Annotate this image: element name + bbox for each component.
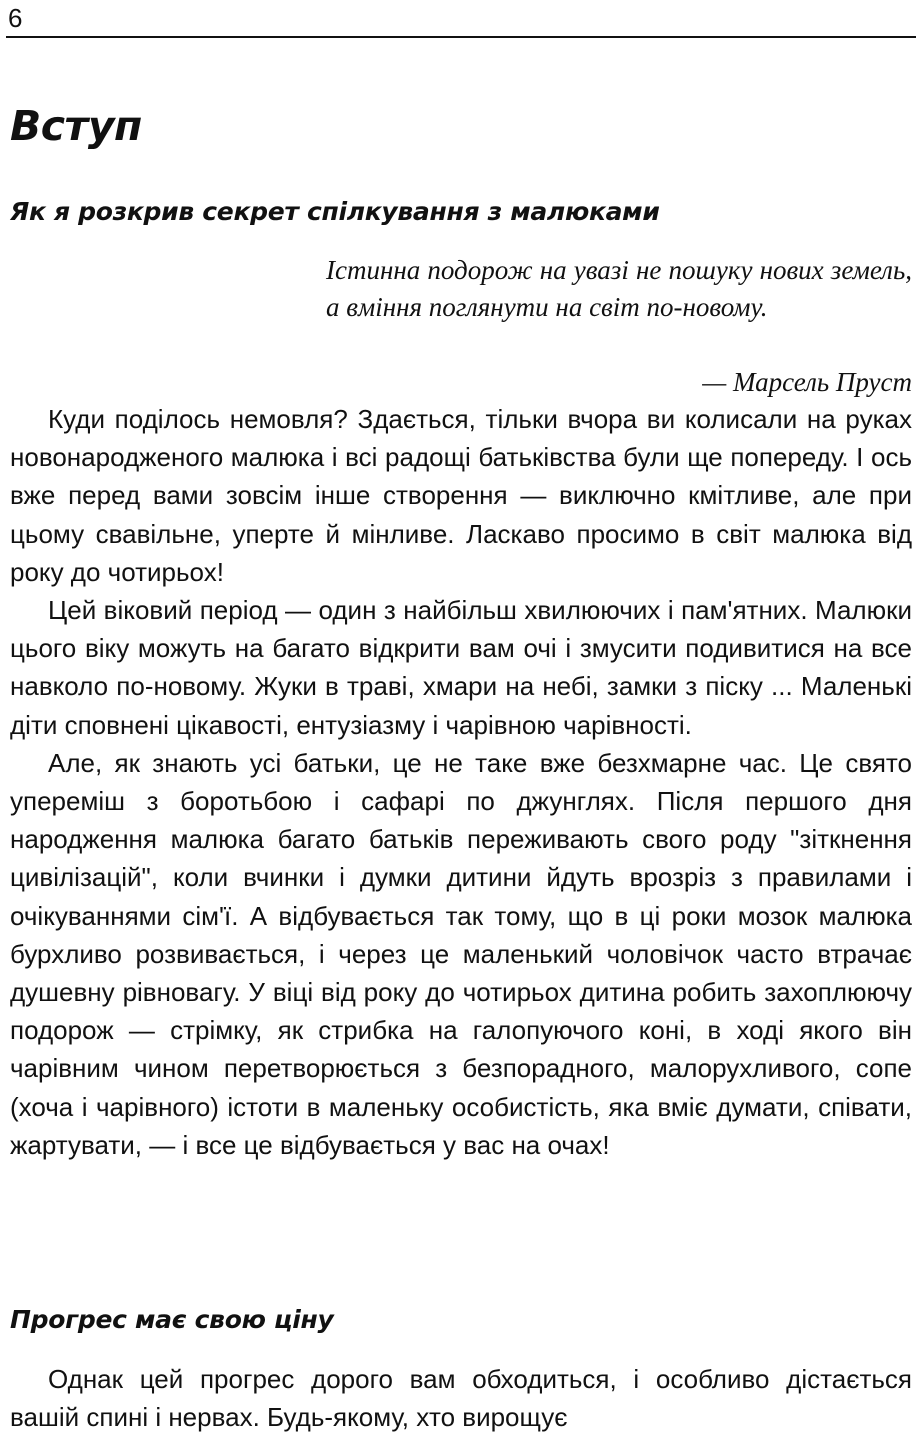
paragraph: Однак цей прогрес дорого вам обходиться, і особливо дістається вашій спині і нервах. Будь-якому, хто вирощує: [10, 1364, 912, 1432]
chapter-title: Вступ: [10, 102, 142, 150]
section-title-1: Як я розкрив секрет спілкування з малюками: [10, 197, 660, 226]
epigraph-quote: Істинна подорож на увазі не пошуку нових земель, а вміння поглянути на світ по-новому.: [326, 255, 912, 322]
section-2-body: [10, 1360, 912, 1432]
header-rule: [6, 36, 916, 38]
page-number: 6: [8, 3, 23, 33]
paragraph: Але, як знають усі батьки, це не таке вже безхмарне час. Це свято упереміш з боротьбою і сафарі по джунглях. Після першого дня народження малюка багато батьків переживають свого роду "зіткнення цивілізацій", коли вчинки і думки дитини йдуть врозріз з правилами і очікуваннями сім'ї. А відбувається так тому, що в ці роки мозок малюка бурхливо розвивається, і через це маленький чоловічок часто втрачає душевну рівновагу. У віці від року до чотирьох дитина робить захоплюючу подорож — стрімку, як стрибка на галопуючого коні, в ході якого він чарівним чином перетворюється з безпорадного, малорухливого, сопе (хоча і чарівного) істоти в маленьку особистість, яка вміє думати, співати, жартувати, — і все це відбувається у вас на очах!: [10, 747, 912, 1160]
section-title-2: Прогрес має свою ціну: [10, 1305, 334, 1334]
paragraph: Цей віковий період — один з найбільш хвилюючих і пам'ятних. Малюки цього віку можуть на багато відкрити вам очі і змусити подивитися на все навколо по-новому. Жуки в траві, хмари на небі, замки з піску ... Маленькі діти сповнені цікавості, ентузіазму і чарівною чарівності.: [10, 595, 912, 740]
epigraph-author: — Марсель Пруст: [702, 367, 912, 397]
paragraph: Куди поділось немовля? Здається, тільки вчора ви колисали на руках новонародженого малюка і всі радощі батьківства були ще попереду. І ось вже перед вами зовсім інше створення — виключно кмітливе, але при цьому свавільне, уперте й мінливе. Ласкаво просимо в світ малюка від року до чотирьох!: [10, 404, 912, 587]
section-1-body: [10, 400, 912, 1164]
